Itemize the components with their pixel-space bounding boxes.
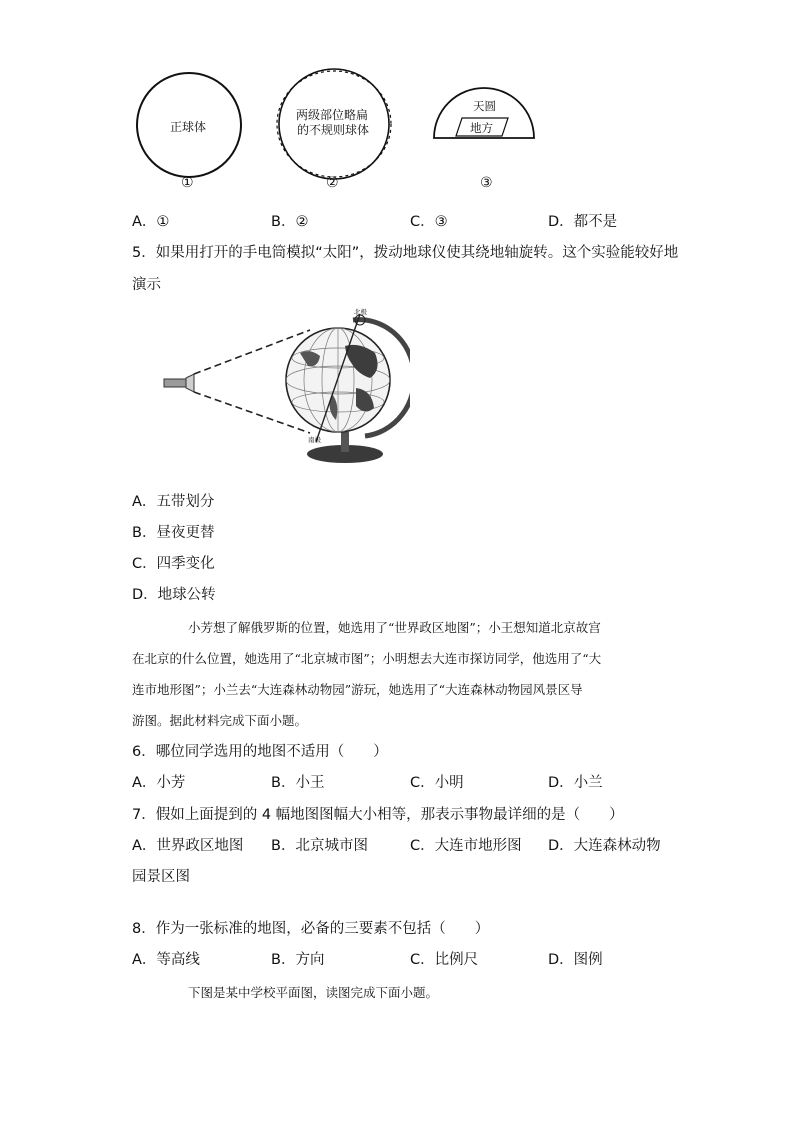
flashlight-icon	[164, 379, 186, 387]
fig1-label: 正球体	[170, 120, 207, 134]
q7-option-a: A．世界政区地图	[132, 838, 244, 854]
fig3-number: ③	[480, 175, 493, 191]
q5-stem-line1: 5．如果用打开的手电筒模拟“太阳”，拨动地球仪使其绕地轴旋转。这个实验能较好地	[132, 245, 679, 261]
material-line-1: 小芳想了解俄罗斯的位置，她选用了“世界政区地图”；小王想知道北京故宫	[188, 620, 601, 635]
q5-option-a: A．五带划分	[132, 494, 215, 510]
q7-stem: 7．假如上面提到的 4 幅地图图幅大小相等，那表示事物最详细的是（ ）	[132, 807, 624, 823]
q6-option-a: A．小芳	[132, 775, 186, 791]
material-line-2: 在北京的什么位置，她选用了“北京城市图”；小明想去大连市探访同学，他选用了“大	[132, 651, 602, 666]
material-line-4: 游图。据此材料完成下面小题。	[132, 713, 308, 728]
fig2-label-line1: 两级部位略扁	[296, 108, 369, 122]
q8-option-a: A．等高线	[132, 952, 200, 968]
q4-option-c: C．③	[410, 214, 448, 230]
q5-option-d: D．地球公转	[132, 587, 216, 603]
q5-option-b: B．昼夜更替	[132, 525, 215, 541]
q6-option-b: B．小王	[271, 775, 325, 791]
q5-stem-line2: 演示	[132, 277, 161, 293]
fig1-number: ①	[181, 175, 194, 191]
q7-option-b: B．北京城市图	[271, 838, 368, 854]
q6-option-c: C．小明	[410, 775, 464, 791]
next-section-intro: 下图是某中学校平面图，读图完成下面小题。	[188, 985, 439, 1000]
q6-option-d: D．小兰	[548, 775, 603, 791]
q4-option-b: B．②	[271, 214, 309, 230]
fig2-label-line2: 的不规则球体	[297, 123, 370, 137]
material-line-3: 连市地形图”；小兰去“大连森林动物园”游玩，她选用了“大连森林动物园风景区导	[132, 682, 583, 697]
q4-option-d: D．都不是	[548, 214, 618, 230]
fig3-label-top: 天圆	[473, 99, 496, 113]
q8-option-b: B．方向	[271, 952, 325, 968]
q8-stem: 8．作为一张标准的地图，必备的三要素不包括（ ）	[132, 921, 490, 937]
globe-illustration	[160, 308, 410, 468]
q8-option-c: C．比例尺	[410, 952, 479, 968]
fig2-number: ②	[326, 175, 339, 191]
q4-option-a: A．①	[132, 214, 170, 230]
q7-option-c: C．大连市地形图	[410, 838, 522, 854]
q6-stem: 6．哪位同学选用的地图不适用（ ）	[132, 744, 388, 760]
q8-option-d: D．图例	[548, 952, 603, 968]
globe-south-label: 南极	[308, 436, 321, 444]
q7-option-d: D．大连森林动物	[548, 838, 661, 854]
q5-option-c: C．四季变化	[132, 556, 215, 572]
globe-north-label: 北极	[354, 308, 367, 316]
q7-option-d-continuation: 园景区图	[132, 869, 190, 885]
fig3-label-box: 地方	[470, 121, 493, 135]
